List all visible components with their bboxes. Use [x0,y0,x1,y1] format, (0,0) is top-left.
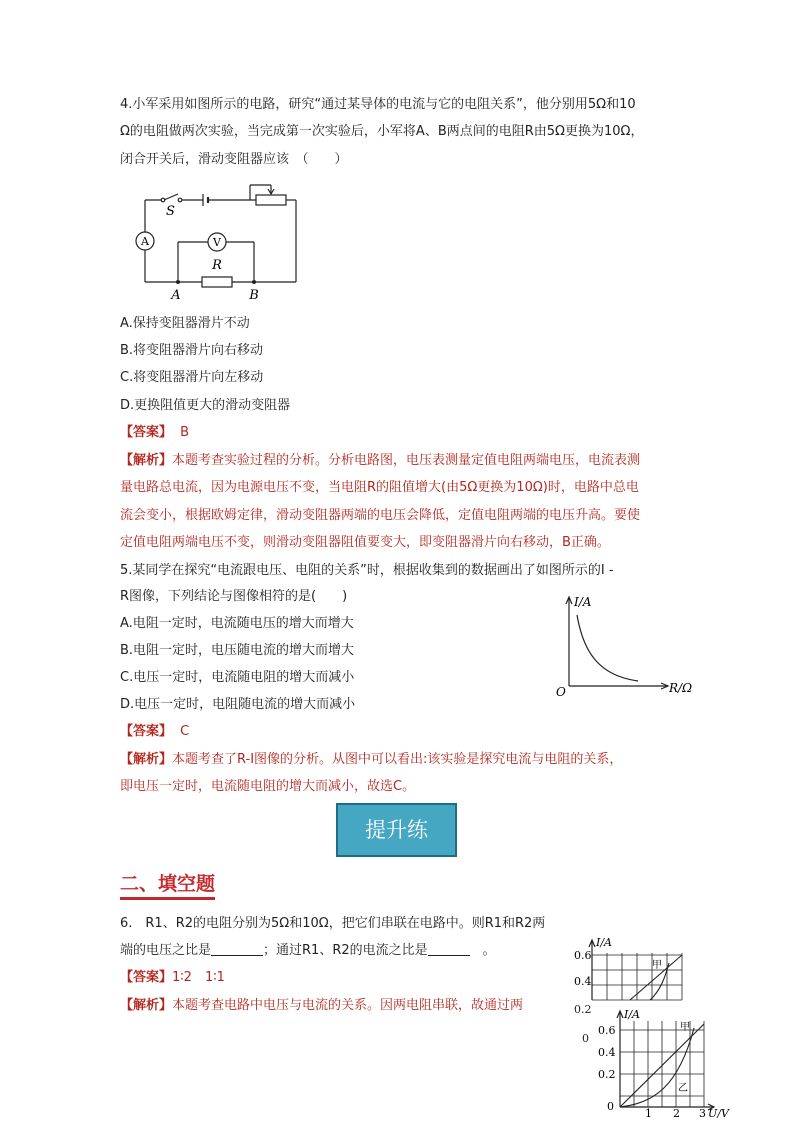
answer-tag: 【答案】 [120,425,173,440]
q4-analysis-line-1 [120,451,640,471]
resistor-label: R [212,258,222,273]
ir-graph [552,588,702,700]
practice-banner: 提升练 [336,803,457,857]
main-x-axis-label: U/V [708,1107,729,1118]
q4-option-c: C.将变阻器滑片向左移动 [120,370,264,385]
q4-stem-line-3: 闭合开关后，滑动变阻器应该 （ ） [120,152,348,167]
switch-label: S [166,204,175,219]
main-y-axis-label: I/A [624,1008,640,1021]
q4-analysis-line-3: 流会变小，根据欧姆定律，滑动变阻器两端的电压会降低，定值电阻两端的电压升高。要使 [120,508,641,523]
q4-stem-line-2: Ω的电阻做两次实验，当完成第一次实验后，小军将A、B两点间的电阻R由5Ω更换为10Ω， [120,124,644,139]
analysis-text: 本题考查实验过程的分析。分析电路图，电压表测量定值电阻两端电压，电流表测 [172,453,641,468]
q6-text-a: 端的电压之比是 [120,943,212,958]
main-y-tick-0-2: 0.2 [598,1068,616,1081]
q5-option-a: A.电阻一定时，电流随电压的增大而增大 [120,616,354,631]
q6-stem-line-2 [120,941,496,961]
main-y-tick-0-4: 0.4 [598,1046,616,1059]
y-axis-label: I/A [574,595,592,609]
main-x-tick-1: 1 [645,1107,652,1118]
q6-stem-line-1: 6. R1、R2的电阻分别为5Ω和10Ω，把它们串联在电路中。则R1和R2两 [120,916,546,931]
main-x-tick-2: 2 [673,1107,680,1118]
top-series-label: 甲 [652,960,662,971]
q4-answer [120,423,189,443]
analysis-text: 本题考查了R-I图像的分析。从图中可以看出:该实验是探究电流与电阻的关系， [172,752,623,767]
q6-blank-1 [211,941,263,956]
q5-analysis-line-1 [120,750,622,770]
iu-graph-top [570,933,690,1013]
answer-value: 1∶2 1∶1 [172,970,225,985]
q4-stem-line-1: 4.小军采用如图所示的电路，研究“通过某导体的电流与它的电阻关系”，他分别用5Ω和10 [120,97,636,112]
q6-analysis-line-1 [120,996,523,1016]
top-tick-0-4: 0.4 [574,975,592,988]
point-a-label: A [171,288,181,303]
series-yi-label: 乙 [678,1083,688,1094]
voltmeter-symbol: V [213,236,221,249]
top-y-axis-label: I/A [596,936,612,949]
q5-answer [120,722,189,742]
top-tick-0-2: 0.2 [574,1003,592,1016]
q6-text-b: ；通过R1、R2的电流之比是 [263,943,428,958]
answer-value: C [180,724,190,739]
q6-text-c: 。 [469,943,496,958]
point-b-label: B [249,288,259,303]
analysis-tag: 【解析】 [120,453,173,468]
ammeter-symbol: A [141,235,149,248]
q5-stem-line-1: 5.某同学在探究“电流跟电压、电阻的关系”时，根据收集到的数据画出了如图所示的I - [120,563,614,578]
analysis-text: 本题考查电路中电压与电流的关系。因两电阻串联，故通过两 [172,998,524,1013]
top-tick-0-6: 0.6 [574,949,592,962]
main-y-tick-0: 0 [607,1100,614,1113]
q5-option-c: C.电压一定时，电流随电阻的增大而减小 [120,670,355,685]
q4-option-d: D.更换阻值更大的滑动变阻器 [120,398,291,413]
answer-tag: 【答案】 [120,724,173,739]
answer-value: B [180,425,190,440]
iu-graph-main [598,1006,748,1118]
main-y-tick-0-6: 0.6 [598,1024,616,1037]
x-axis-label: R/Ω [669,681,693,695]
q5-option-b: B.电阻一定时，电压随电流的增大而增大 [120,643,355,658]
q4-analysis-line-4: 定值电阻两端电压不变，则滑动变阻器阻值要变大，即变阻器滑片向右移动，B正确。 [120,535,610,550]
q5-stem-line-2: R图像，下列结论与图像相符的是( ) [120,589,348,604]
top-tick-0: 0 [582,1032,589,1045]
answer-tag: 【答案】 [120,970,173,985]
q5-analysis-line-2: 即电压一定时，电流随电阻的增大而减小，故选C。 [120,779,416,794]
origin-label: O [556,685,566,699]
analysis-tag: 【解析】 [120,752,173,767]
q5-option-d: D.电压一定时，电阻随电流的增大而减小 [120,697,356,712]
q4-option-b: B.将变阻器滑片向右移动 [120,343,264,358]
analysis-tag: 【解析】 [120,998,173,1013]
series-jia-label: 甲 [680,1022,690,1033]
q6-blank-2 [428,941,470,956]
q4-option-a: A.保持变阻器滑片不动 [120,316,250,331]
q4-analysis-line-2: 量电路总电流，因为电源电压不变，当电阻R的阻值增大(由5Ω更换为10Ω)时，电路中总电 [120,480,639,495]
q6-answer [120,968,225,988]
section-title: 二、填空题 [120,872,215,900]
main-x-tick-3: 3 [699,1107,706,1118]
q4-circuit-diagram [128,180,308,305]
